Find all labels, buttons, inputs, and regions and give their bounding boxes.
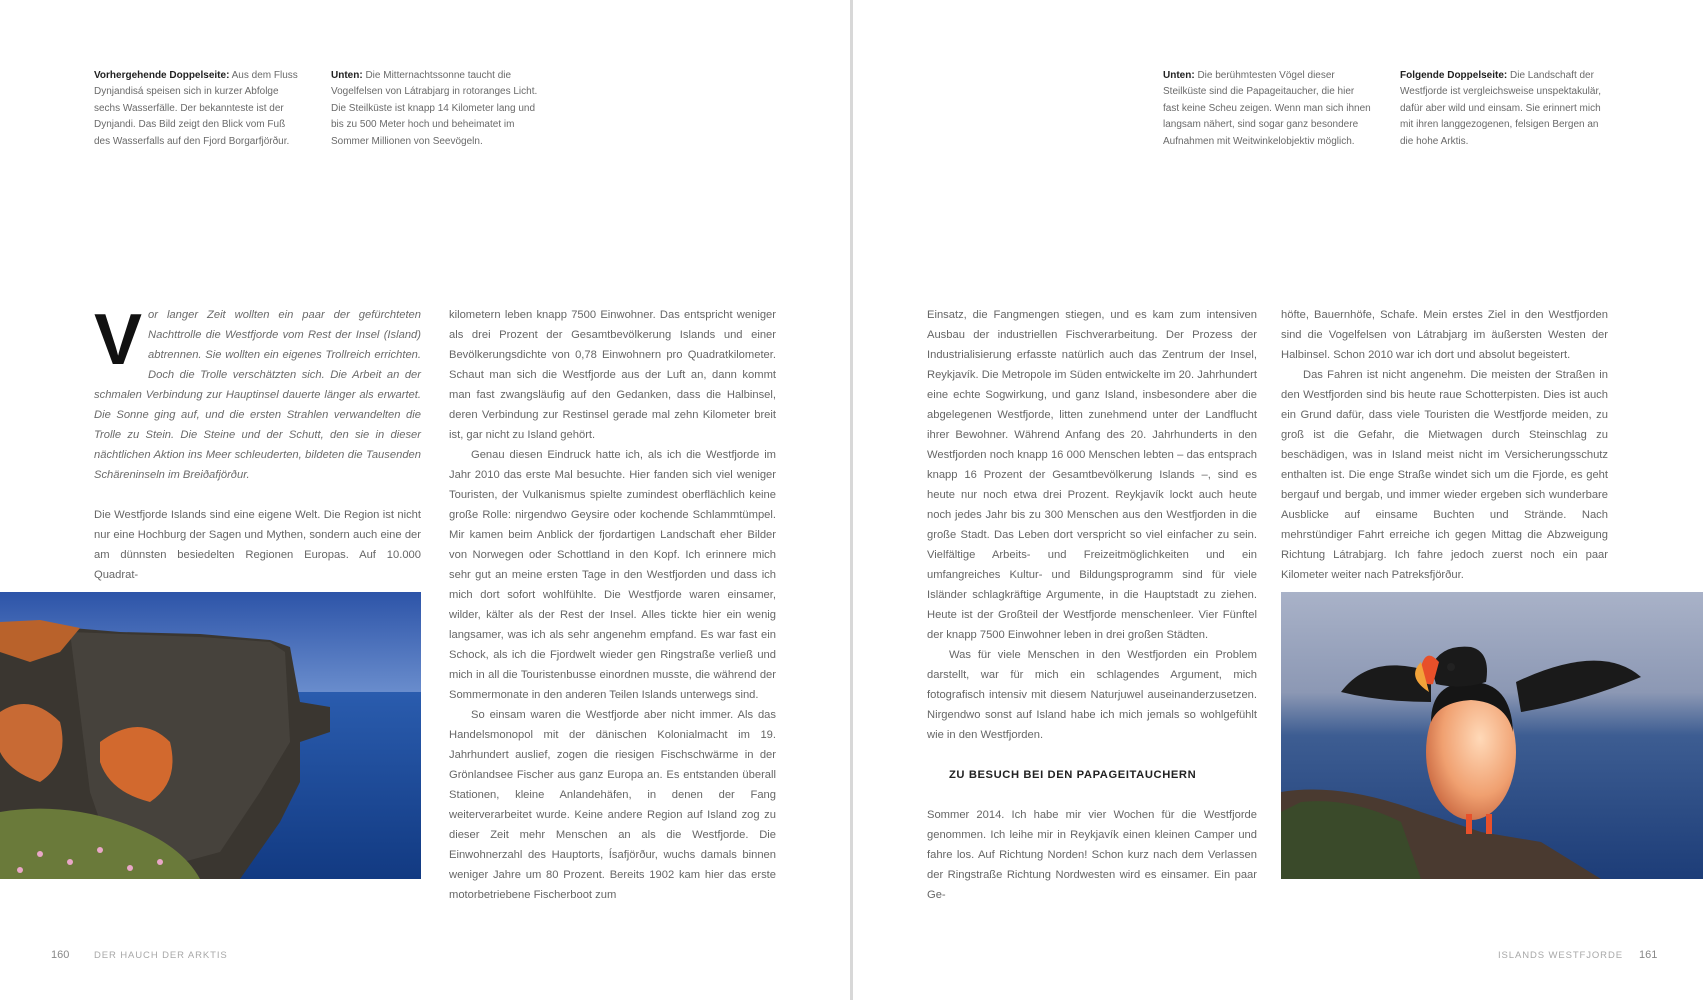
right-page [853,0,1703,1000]
section-subheading: ZU BESUCH BEI DEN PAPAGEITAUCHERN [949,769,1197,781]
body-paragraph: Genau diesen Eindruck hatte ich, als ich die Westfjorde im Jahr 2010 das erste Mal besuchte. Hier fanden sich viel weniger Touristen, der Vulkanismus spielte zumindest oberflächlich keine große Rolle: nirgendwo Geysire oder kochende Schlammtümpel. Mir kamen beim Anblick der fjordartigen Landschaft eher Bilder von Norwegen oder Schottland in den Kopf. Ich erinnere mich sehr gut an meine ersten Tage in den Westfjorden und dass ich mich dort sofort wohlfühlte. Die Westfjorde waren einsamer, wilder, kälter als der Rest der Insel. Alles tickte hier ein wenig langsamer, was ich als sehr angenehm empfand. Es war fast ein Schock, als ich die Fjordwelt wieder gen Ringstraße verließ und mich in all die Touristenbusse einordnen musste, die während der Sommermonate in den anderen Teilen Islands unterwegs sind. [449,449,776,701]
puffin-photo [1281,592,1703,879]
drop-cap: V [94,300,143,380]
page-number-right: 161 [1639,949,1658,961]
body-paragraph: höfte, Bauernhöfe, Schafe. Mein erstes Ziel in den Westfjorden sind die Vogelfelsen von Látrabjarg im äußersten Westen der Halbinsel. Schon 2010 war ich dort und absolut begeistert. [1281,309,1608,361]
left-column-2 [449,305,776,905]
body-paragraph: So einsam waren die Westfjorde aber nicht immer. Als das Handelsmonopol mit der dänischen Kolonialmacht im 19. Jahrhundert auslief, zogen die riesigen Fischschwärme in der Grönlandsee Fischer aus ganz Europa an. Es entstanden überall Stationen, kleine Anlandehäfen, in denen der Fang weiterverarbeitet wurde. Keine andere Region auf Island zog zu dieser Zeit mehr Menschen an als die Westfjorde. Die Einwohnerzahl des Hauptorts, Ísafjörður, wuchs damals binnen weniger Jahre um 80 Prozent. Bereits 1902 kam hier das erste motorbetriebene Fischerboot zum [449,709,776,901]
caption-below-right: Unten: Die berühmtesten Vögel dieser Steilküste sind die Papageitaucher, die hier fast keine Scheu zeigen. Wenn man sich ihnen langsam nähert, sind sogar ganz besondere Aufnahmen mit Weitwinkelobjektiv möglich. [1163,70,1371,147]
caption-below-left: Unten: Die Mitternachtssonne taucht die Vogelfelsen von Látrabjarg in rotoranges Licht. Die Steilküste ist knapp 14 Kilometer lang und bis zu 500 Meter hoch und beheimatet im Sommer Millionen von Seevögeln. [331,70,538,147]
cliff-photo [0,592,421,879]
body-paragraph: kilometern leben knapp 7500 Einwohner. Das entspricht weniger als drei Prozent der Gesamtbevölkerung Islands und einer Bevölkerungsdichte von 0,78 Einwohnern pro Quadratkilometer. Schaut man sich die Westfjorde aus der Luft an, dann kommt man fast zwangsläufig auf den Gedanken, dass die Halbinsel, deren Verbindung zur Restinsel gerade mal zehn Kilometer breit ist, gar nicht zu Island gehört. [449,309,776,441]
body-paragraph: Was für viele Menschen in den Westfjorden ein Problem darstellt, war für mich ein schlagendes Argument, mich fotografisch intensiv mit diesem Naturjuwel auseinanderzusetzen. Nirgendwo sonst auf Island habe ich mich jemals so wohlgefühlt wie in den Westfjorden. [927,649,1257,741]
body-paragraph: Die Westfjorde Islands sind eine eigene Welt. Die Region ist nicht nur eine Hochburg der Sagen und Mythen, sondern auch eine der am dünnsten besiedelten Regionen Europas. Auf 10.000 Quadrat- [94,509,421,581]
running-head-right: ISLANDS WESTFJORDE [1498,950,1623,961]
left-column-1 [94,300,421,585]
body-paragraph: Sommer 2014. Ich habe mir vier Wochen für die Westfjorde genommen. Ich leihe mir in Reykjavík einen kleinen Camper und fahre los. Auf Richtung Norden! Schon kurz nach dem Verlassen der Ringstraße Richtung Nordwesten wird es einsamer. Ein paar Ge- [927,809,1257,901]
right-column-2 [1281,305,1608,585]
running-head-left: DER HAUCH DER ARKTIS [94,950,228,961]
body-paragraph: Das Fahren ist nicht angenehm. Die meisten der Straßen in den Westfjorden sind bis heute raue Schotterpisten. Dies ist auch ein Grund dafür, dass viele Touristen die Westfjorde meiden, zu groß ist die Gefahr, die Mietwagen durch Steinschlag zu beschädigen, was in Island meist nicht im Versicherungsschutz enthalten ist. Die enge Straße windet sich um die Fjorde, es geht bergauf und bergab, und immer wieder ergeben sich wunderbare Ausblicke auf einsame Buchten und Strände. Nach mehrstündiger Fahrt erreiche ich gegen Mittag die Abzweigung Richtung Látrabjarg. Ich fahre jedoch zuerst noch ein paar Kilometer weiter nach Patreksfjörður. [1281,369,1608,581]
caption-previous-spread: Vorhergehende Doppelseite: Aus dem Fluss Dynjandisá speisen sich in kurzer Abfolge sechs Wasserfälle. Der bekannteste ist der Dynjandi. Das Bild zeigt den Blick vom Fuß des Wasserfalls auf den Fjord Borgarfjörður. [94,70,298,147]
caption-following-spread: Folgende Doppelseite: Die Landschaft der Westfjorde ist vergleichsweise unspektakulär, dafür aber wild und einsam. Sie erinnert mich mit ihren langgezogenen, felsigen Bergen an die hohe Arktis. [1400,70,1602,147]
body-paragraph: Einsatz, die Fangmengen stiegen, und es kam zum intensiven Ausbau der industriellen Fischverarbeitung. Der Prozess der Industrialisierung erfasste natürlich auch das Zentrum der Insel, Reykjavík. Die Metropole im Süden entwickelte im 20. Jahrhundert eine echte Sogwirkung, und ganz Island, insbesondere aber die abgelegenen Westfjorde, litten zunehmend unter der Landflucht ihrer Bewohner. Während Anfang des 20. Jahrhunderts in den Westfjorden noch knapp 16 000 Menschen lebten – das entsprach knapp 16 Prozent der Gesamtbevölkerung Islands –, sind es heute nur noch etwa drei Prozent. Reykjavík lockt auch heute noch jedes Jahr bis zu 300 Menschen aus den Westfjorden in die große Stadt. Das Leben dort verspricht so viel einfacher zu sein. Vielfältige Arbeits- und Freizeitmöglichkeiten und ein umfangreiches Kultur- und Bildungsprogramm sind für viele Isländer schlagkräftige Argumente, in die Hauptstadt zu ziehen. Heute ist der Großteil der Westfjorde menschenleer. Vier Fünftel der knapp 7500 Einwohner leben in drei großen Städten. [927,309,1257,641]
page-number-left: 160 [51,949,70,961]
intro-paragraph: Vor langer Zeit wollten ein paar der gefürchteten Nachttrolle die Westfjorde vom Rest der Insel (Island) abtrennen. Sie wollten ein eigenes Trollreich errichten. Doch die Trolle verschätzten sich. Die Arbeit an der schmalen Verbindung zur Hauptinsel dauerte länger als erwartet. Die Sonne ging auf, und die ersten Strahlen verwandelten die Trolle zu Stein. Die Steine und der Schutt, den sie in dieser nächtlichen Aktion ins Meer schleuderten, bildeten die Tausenden Schäreninseln im Breiðafjörður. [94,300,421,481]
right-column-1 [927,305,1257,905]
left-page [0,0,850,1000]
